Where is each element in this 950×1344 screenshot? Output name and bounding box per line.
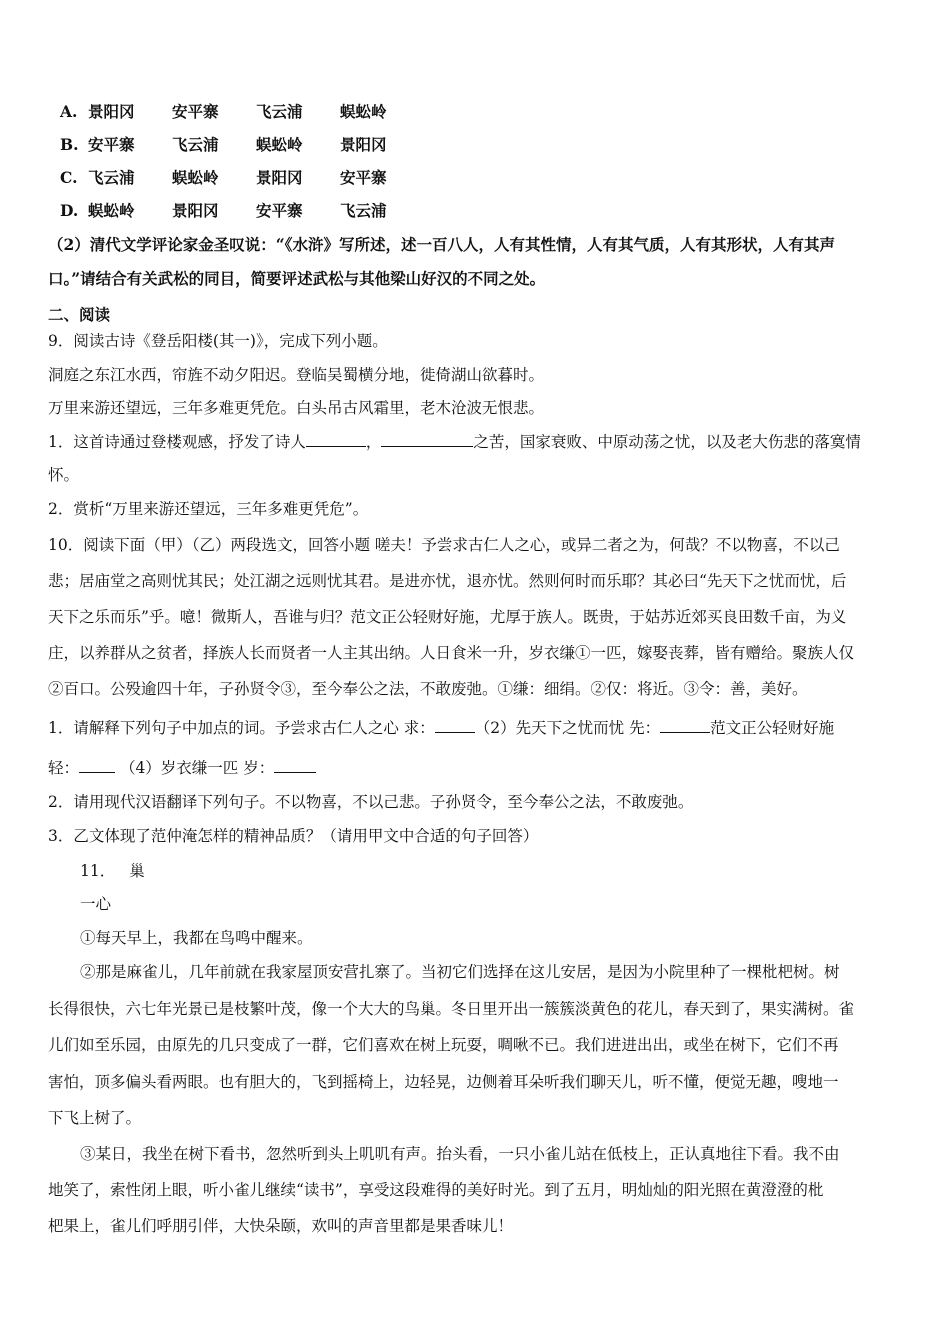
option-b: B. 安平寨 飞云浦 蜈蚣岭 景阳冈 (60, 135, 387, 154)
section-heading: 二、阅读 (48, 305, 111, 324)
q2-line2: 口。”请结合有关武松的同目，简要评述武松与其他梁山好汉的不同之处。 (48, 269, 546, 288)
q9-sub1: 1．这首诗通过登楼观感，抒发了诗人 ， 之苦，国家衰败、中原动荡之忧，以及老大伤悲的落寞情 (48, 430, 861, 453)
q11-para2-line2: 长得很快，六七年光景已是枝繁叶茂，像一个大大的鸟巢。冬日里开出一簇簇淡黄色的花儿，春天到了，果实满树。雀 (48, 1000, 855, 1018)
q11-para2-line3: 儿们如至乐园，由原先的几只变成了一群，它们喜欢在树上玩耍，啁啾不已。我们进进出出，或坐在树下，它们不再 (48, 1036, 839, 1054)
q11-author: 一心 (80, 895, 112, 913)
q10-sub3: 3．乙文体现了范仲淹怎样的精神品质？（请用甲文中合适的句子回答） (48, 827, 539, 845)
q11-para1: ①每天早上，我都在鸟鸣中醒来。 (80, 929, 313, 947)
q11-para3-line3: 杷果上，雀儿们呼朋引伴，大快朵颐，欢叫的声音里都是果香味儿！ (48, 1217, 514, 1235)
q11-para3-line2: 地笑了，索性闭上眼，听小雀儿继续“读书”，享受这段难得的美好时光。到了五月，明灿灿的阳光照在黄澄澄的枇 (48, 1181, 824, 1199)
answer-blank[interactable] (660, 716, 710, 733)
answer-blank[interactable] (79, 756, 115, 773)
q9-sub1-cont: 怀。 (48, 466, 80, 484)
option-d: D. 蜈蚣岭 景阳冈 安平寨 飞云浦 (60, 201, 387, 220)
answer-blank[interactable] (274, 756, 316, 773)
option-c: C. 飞云浦 蜈蚣岭 景阳冈 安平寨 (60, 168, 387, 187)
q11-para2-line5: 下飞上树了。 (48, 1109, 142, 1127)
q9-sub2: 2．赏析“万里来游还望远，三年多难更凭危”。 (48, 500, 369, 518)
answer-blank[interactable] (306, 430, 366, 447)
q9-poem-line1: 洞庭之东江水西，帘旌不动夕阳迟。登临吴蜀横分地，徙倚湖山欲暮时。 (48, 366, 545, 384)
q11-para3-line1: ③某日，我坐在树下看书，忽然听到头上叽叽有声。抬头看，一只小雀儿站在低枝上，正认真地往下看。我不由 (80, 1145, 840, 1163)
q10-line4: 庄，以养群从之贫者，择族人长而贤者一人主其出纳。人日食米一升，岁衣缣①一匹，嫁娶丧葬，皆有赠给。聚族人仅 (48, 644, 855, 662)
q10-line3: 天下之乐而乐”乎。噫！微斯人，吾谁与归？范文正公轻财好施，尤厚于族人。既贵，于姑苏近郊买良田数千亩，为义 (48, 608, 847, 626)
option-a: A. 景阳冈 安平寨 飞云浦 蜈蚣岭 (60, 102, 387, 121)
q10-sub1: 1．请解释下列句子中加点的词。予尝求古仁人之心 求： （2）先天下之忧而忧 先： 范文正公轻财好施 (48, 716, 834, 739)
q11-para2-line4: 害怕，顶多偏头看两眼。也有胆大的，飞到摇椅上，边轻晃，边侧着耳朵听我们聊天儿，听不懂，便觉无趣，嗖地一 (48, 1073, 839, 1091)
q11-heading: 11． 巢 (80, 862, 145, 880)
q10-line1: 10．阅读下面（甲）（乙）两段选文，回答小题 嗟夫！予尝求古仁人之心，或异二者之为，何哉？不以物喜，不以己 (48, 536, 840, 554)
q10-line2: 悲；居庙堂之高则忧其民；处江湖之远则忧其君。是进亦忧，退亦忧。然则何时而乐耶？其必曰“先天下之忧而忧，后 (48, 572, 847, 590)
q9-title: 9．阅读古诗《登岳阳楼(其一)》，完成下列小题。 (48, 332, 388, 350)
q10-sub2: 2．请用现代汉语翻译下列句子。不以物喜，不以己悲。子孙贤令，至今奉公之法，不敢废弛。 (48, 793, 694, 811)
q10-line5: ②百口。公殁逾四十年，子孙贤令③，至今奉公之法，不敢废弛。①缣：细绢。②仅：将近。③令：善，美好。 (48, 680, 808, 698)
q2-line1: （2）清代文学评论家金圣叹说：“《水浒》写所述，述一百八人，人有其性情，人有其气质，人有其形状，人有其声 (48, 235, 835, 254)
answer-blank[interactable] (381, 430, 473, 447)
q9-poem-line2: 万里来游还望远，三年多难更凭危。白头吊古风霜里，老木沧波无恨悲。 (48, 399, 545, 417)
q11-para2-line1: ②那是麻雀儿，几年前就在我家屋顶安营扎寨了。当初它们选择在这儿安居，是因为小院里种了一棵枇杷树。树 (80, 963, 840, 981)
answer-blank[interactable] (435, 716, 475, 733)
q10-sub1-cont: 轻： （4）岁衣缣一匹 岁： (48, 756, 316, 779)
